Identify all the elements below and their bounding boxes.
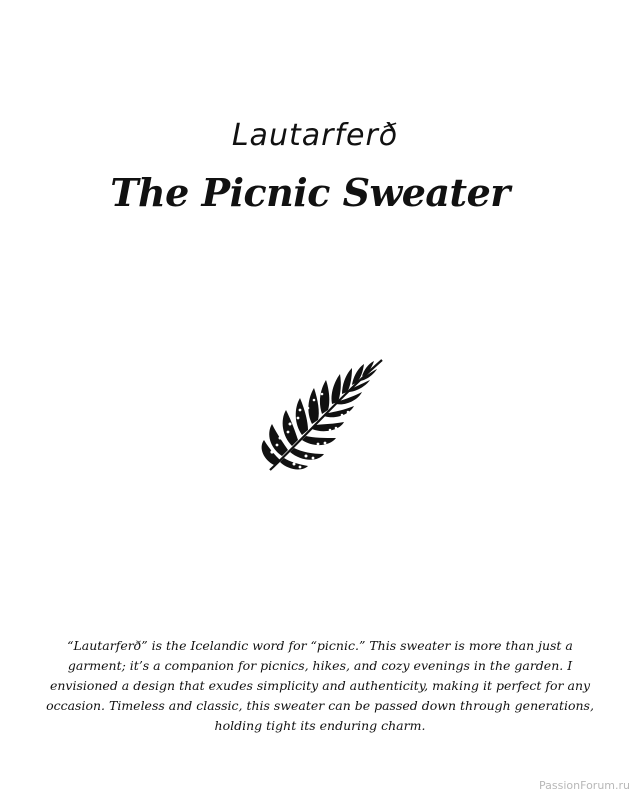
pattern-icelandic-name: Lautarferð — [231, 118, 399, 153]
watermark: PassionForum.ru — [539, 779, 630, 792]
page-title: The Picnic Sweater — [110, 170, 510, 215]
pattern-description: “Lautarferð” is the Icelandic word for “picnic.” This sweater is more than just a garment; it’s a companion for picnics, hikes, and cozy evenings in the garden. I envisioned a design that exudes simplicity and authenticity, making it perfect for any occasion. Timeless and classic, this sweater can be passed down through generations, holding tight its enduring charm. — [46, 638, 594, 733]
fern-leaf-icon — [250, 352, 390, 482]
